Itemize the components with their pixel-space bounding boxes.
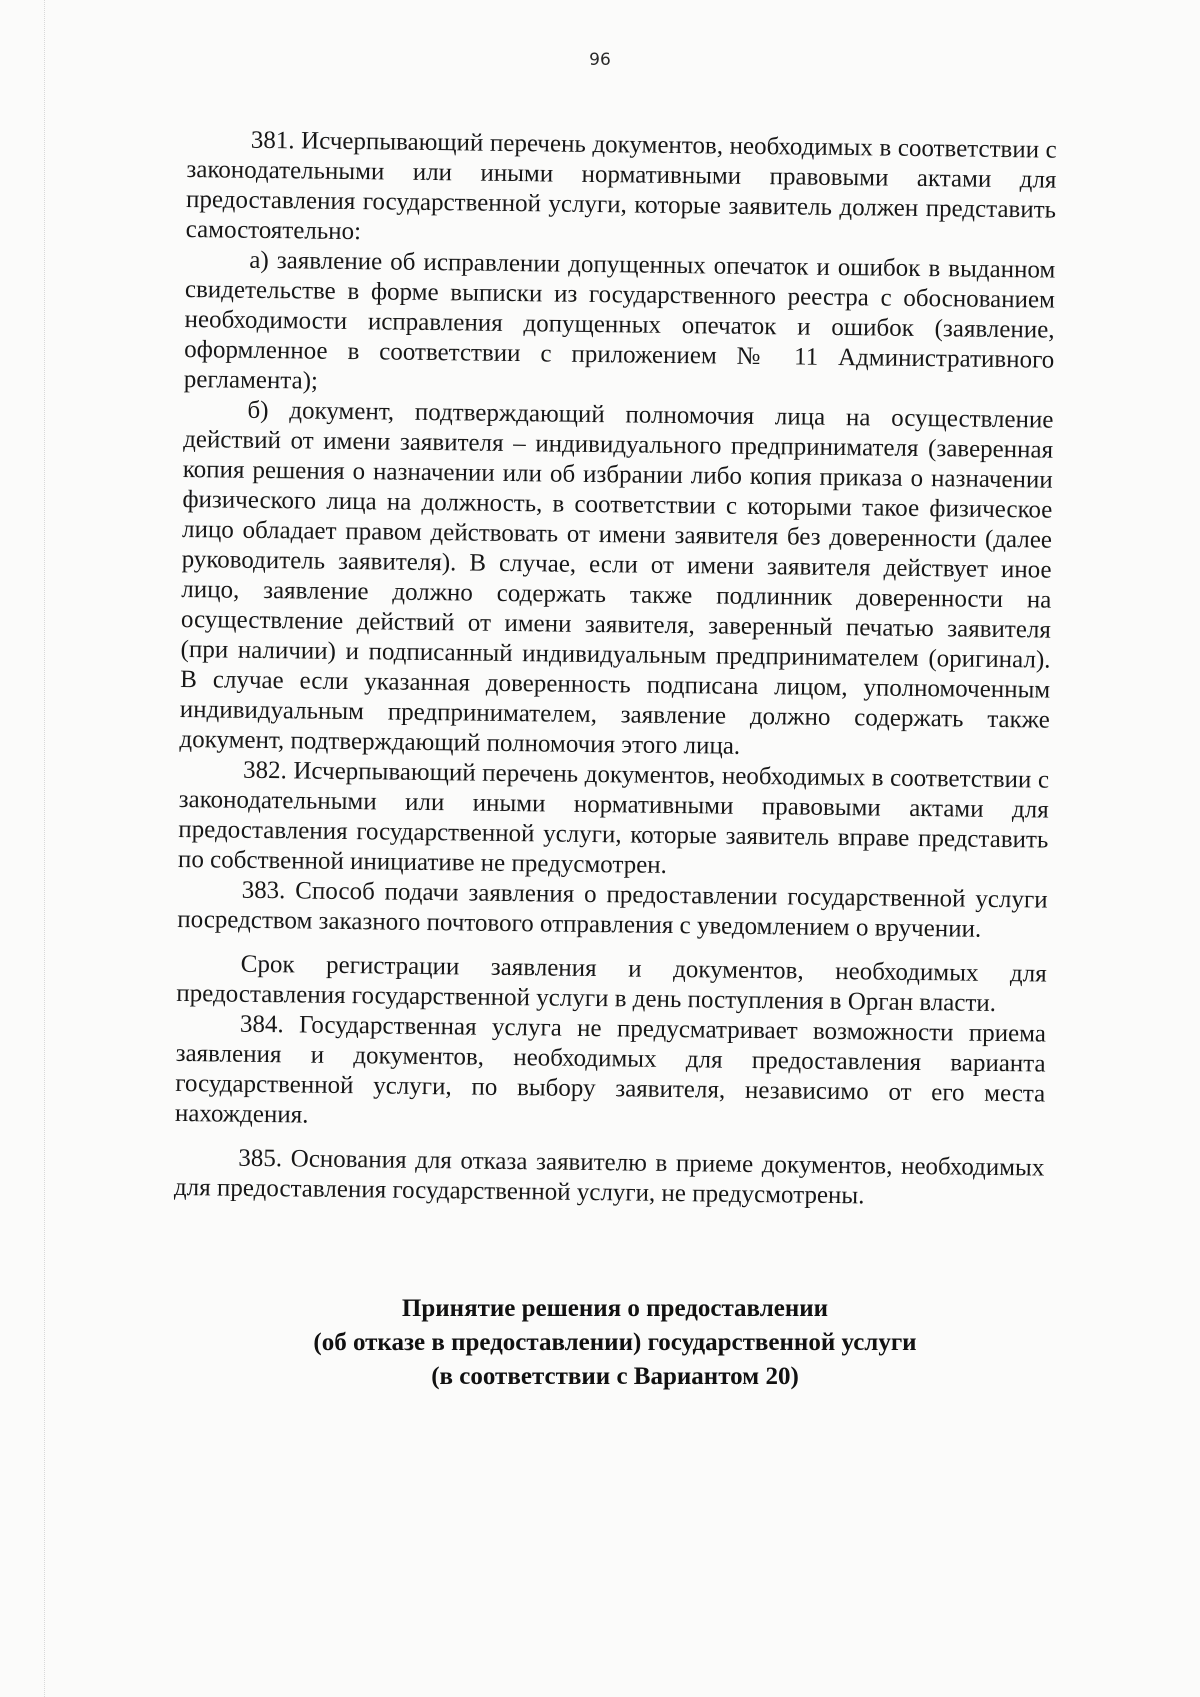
paragraph-384: 384. Государственная услуга не предусматривает возможности приема заявления и документов, необходимых для предоставления варианта государственной услуги, по выбору заявителя, независимо от его места нахождения. [174,1010,1047,1129]
paragraph-382: 382. Исчерпывающий перечень документов, необходимых в соответствии с законодательными или иными нормативными правовыми актами для предоставления государственной услуги, которые заявитель вправе представить по собственной инициативе не предусмотрен. [177,756,1050,879]
page-number: 96 [589,50,611,70]
paragraph-383: 383. Способ подачи заявления о предоставлении государственной услуги посредством заказного почтового отправления с уведомлением о вручении. [177,876,1048,943]
scan-edge [0,0,45,1697]
paragraph-381-item-b: б) документ, подтверждающий полномочия лица на осуществление действий от имени заявителя – индивидуального предпринимателя (заверенная копия решения о назначении или об избрании либо копия приказа о назначении физического лица на должность, в соответствии с которыми такое физическое лицо обладает правом действовать от имени заявителя без доверенности (далее руководитель заявителя). В случае, если от имени заявителя действует иное лицо, заявление должно содержать также подлинник доверенности на осуществление действий от имени заявителя, заверенный печатью заявителя (при наличии) и подписанный индивидуальным предпринимателем (оригинал). В случае если указанная доверенность подписана лицом, уполномоченным индивидуальным предпринимателем, заявление должно содержать также документ, подтверждающий полномочия этого лица. [179,396,1054,760]
paragraph-381-item-a: а) заявление об исправлении допущенных опечаток и ошибок в выданном свидетельстве в форме выписки из государственного реестра с обоснованием необходимости исправления допущенных опечаток и ошибок (заявление, оформленное в соответствии с приложением № 11 Административного регламента); [183,246,1056,395]
section-heading-line-3: (в соответствии с Вариантом 20) [431,1363,799,1390]
section-heading-line-1: Принятие решения о предоставлении [401,1295,829,1322]
document-body [174,125,1057,1214]
section-heading [180,1292,1050,1394]
paragraph-385: 385. Основания для отказа заявителю в приеме документов, необходимых для предоставления государственной услуги, не предусмотрены. [173,1144,1045,1210]
paragraph-381: 381. Исчерпывающий перечень документов, необходимых в соответствии с законодательными или иными нормативными правовыми актами для предоставления государственной услуги, которые заявитель должен представить самостоятельно: [185,126,1057,246]
section-heading-line-2: (об отказе в предоставлении) государственной услуги [313,1329,917,1356]
paragraph-registration-term: Срок регистрации заявления и документов, необходимых для предоставления государственной услуги в день поступления в Орган власти. [176,950,1047,1017]
